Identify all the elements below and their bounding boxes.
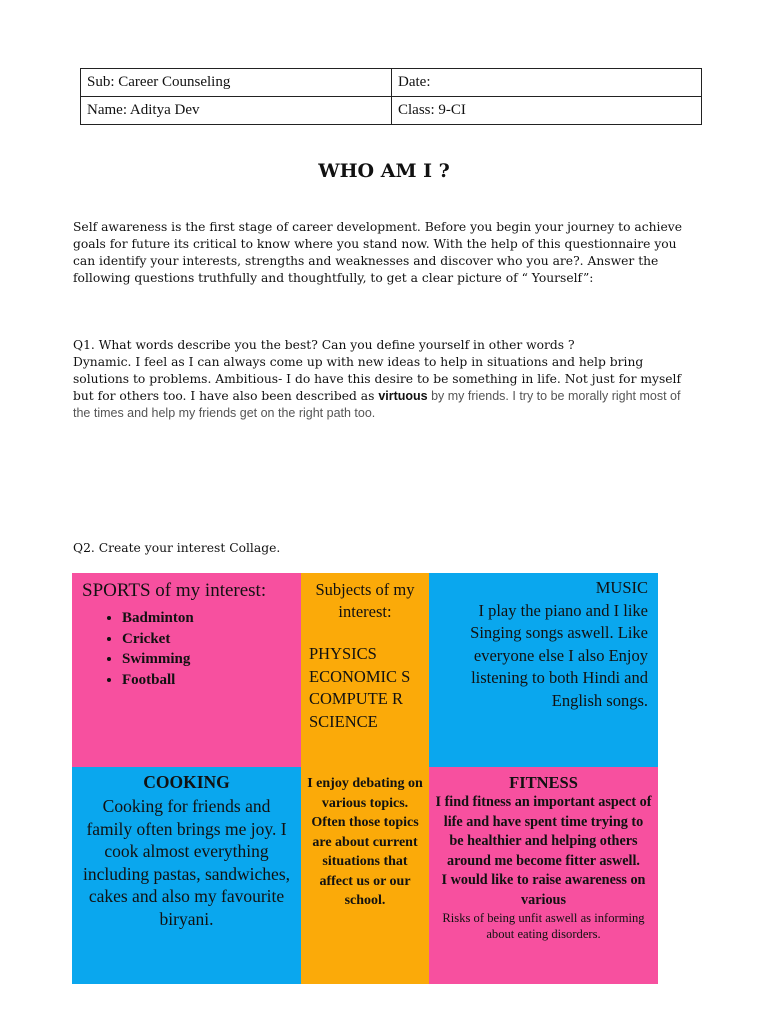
cooking-heading: COOKING [143, 772, 230, 792]
fitness-body: I find fitness an important aspect of life and have spent time trying to be healthier and helping others around me become fitter aswell. [435, 794, 652, 869]
fitness-cell [429, 767, 658, 984]
list-item: COMPUTE R SCIENCE [309, 689, 403, 731]
list-item: ECONOMIC S [309, 666, 411, 686]
sports-list [82, 608, 291, 690]
list-item: • Swimming [122, 649, 291, 670]
list-item: • Badminton [122, 608, 291, 629]
sports-cell [72, 573, 301, 767]
question-1-text: Q1. What words describe you the best? Can you define yourself in other words ? [73, 338, 575, 352]
question-1 [73, 337, 698, 422]
subjects-list [309, 643, 429, 733]
music-body: I play the piano and I like Singing songs aswell. Like everyone else I also Enjoy listening to both Hindi and English songs. [470, 600, 648, 710]
question-1-answer [73, 354, 698, 422]
class-cell: Class: 9-CI [392, 97, 702, 125]
subjects-heading: Subjects of my interest: [315, 580, 415, 621]
intro-paragraph: Self awareness is the first stage of career development. Before you begin your journey to achieve goals for future its critical to know where you stand now. With the help of this questionnaire you can identify your interests, strengths and weaknesses and discover who you are?. Answer the following questions truthfully and thoughtfully, to get a clear picture of “ Yourself”: [73, 220, 682, 285]
subjects-cell [301, 573, 429, 767]
subject-cell: Sub: Career Counseling [81, 69, 392, 97]
answer-serif-text: Dynamic. I feel as I can always come up with new ideas to help in situations and help bring solutions to problems. Ambitious- I do have this desire to be something in life. Not just for myself but for others too. I have also been described as [73, 355, 682, 403]
list-item: • Cricket [122, 629, 291, 650]
cooking-cell [72, 767, 301, 984]
page-title: WHO AM I ? [318, 160, 450, 182]
interest-collage [72, 573, 658, 984]
answer-bold-word: virtuous [378, 389, 428, 403]
sports-heading: SPORTS of my interest: [82, 580, 267, 601]
list-item: • Football [122, 670, 291, 691]
fitness-body-2: I would like to raise awareness on various [441, 872, 646, 908]
fitness-small-text: Risks of being unfit aswell as informing about eating disorders. [442, 911, 645, 941]
fitness-heading: FITNESS [509, 773, 578, 792]
debate-body: I enjoy debating on various topics. Often those topics are about current situations that affect us or our school. [307, 776, 423, 908]
answer-sans-rest: by my friends. I try to be morally right most of the times and help my friends get on the right path too. [73, 389, 681, 420]
cooking-body: Cooking for friends and family often brings me joy. I cook almost everything including pastas, sandwiches, cakes and also my favourite biryani. [82, 796, 291, 929]
header-table [80, 68, 702, 125]
date-cell: Date: [392, 69, 702, 97]
name-cell: Name: Aditya Dev [81, 97, 392, 125]
list-item: PHYSICS [309, 644, 377, 663]
debate-cell [301, 767, 429, 984]
music-cell [429, 573, 658, 767]
question-2-text: Q2. Create your interest Collage. [73, 541, 281, 555]
music-heading: MUSIC [595, 578, 648, 597]
